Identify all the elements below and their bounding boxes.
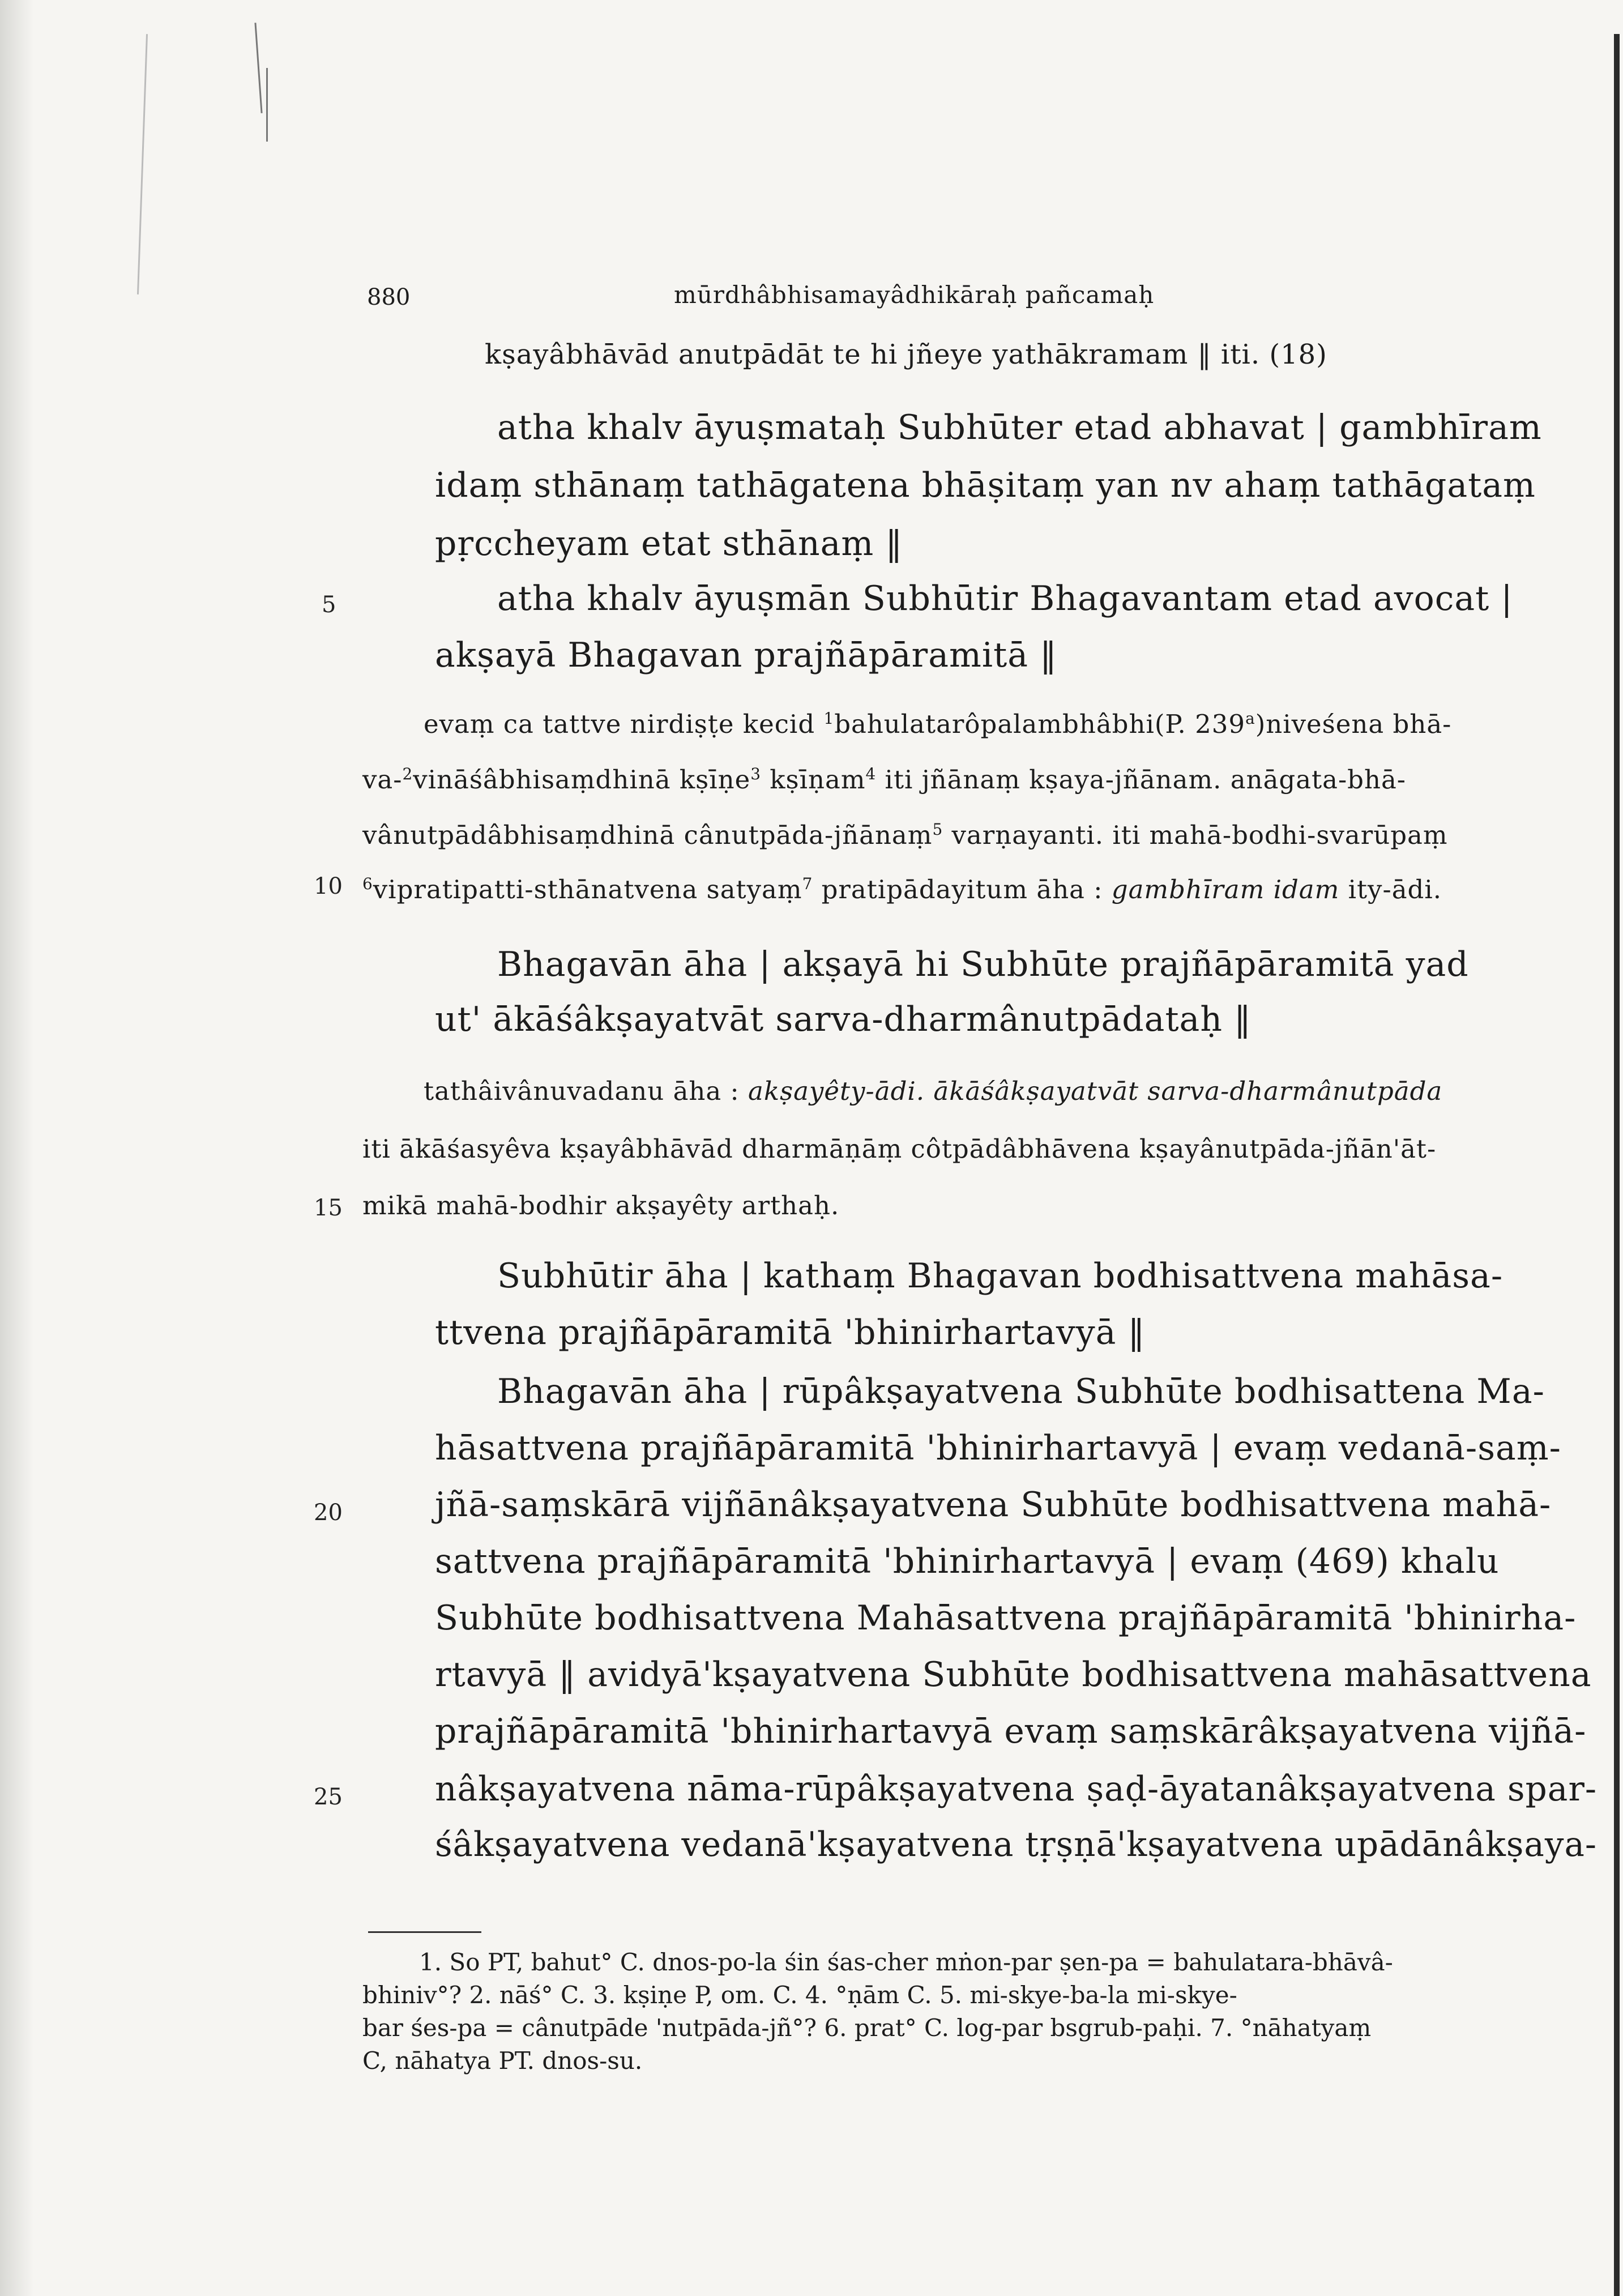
commentary-line	[362, 820, 1448, 850]
scan-streak	[137, 34, 148, 295]
main-text-line: Bhagavān āha | rūpâkṣayatvena Subhūte bodhisattena Ma-	[497, 1372, 1545, 1411]
scan-streak	[254, 23, 262, 113]
commentary-line	[362, 765, 1406, 795]
scan-left-shadow	[0, 0, 34, 2296]
commentary-text: kṣīṇam	[761, 765, 866, 795]
footnote-line: C, nāhatya PT. dnos-su.	[362, 2047, 643, 2075]
verse-end-line: kṣayâbhāvād anutpādāt te hi jñeye yathākramam ‖ iti. (18)	[485, 339, 1327, 370]
commentary-line	[424, 709, 1451, 739]
main-text-line: sattvena prajñāpāramitā 'bhinirhartavyā | evaṃ (469) khalu	[435, 1542, 1500, 1581]
footnote-line: 1. So PT, bahut° C. dnos-po-la śin śas-cher mṅon-par ṣen-pa = bahulatara-bhāvâ-	[419, 1948, 1393, 1976]
main-text-line: akṣayā Bhagavan prajñāpāramitā ‖	[435, 635, 1058, 675]
commentary-text: vânutpādâbhisaṃdhinā cânutpāda-jñānaṃ	[362, 820, 933, 850]
main-text-line: rtavyā ‖ avidyā'kṣayatvena Subhūte bodhisattvena mahāsattvena	[435, 1655, 1592, 1695]
line-number: 5	[322, 592, 336, 618]
commentary-line	[362, 874, 1442, 904]
main-text-line: Subhūte bodhisattvena Mahāsattvena prajñāpāramitā 'bhinirha-	[435, 1598, 1577, 1638]
footnote-ref: 7	[802, 874, 813, 893]
line-number: 15	[314, 1195, 343, 1221]
footnote-line: bar śes-pa = cânutpāde 'nutpāda-jñ°? 6. prat° C. log-par bsgrub-paḥi. 7. °nāhatyaṃ	[362, 2014, 1372, 2042]
main-text-line: hāsattvena prajñāpāramitā 'bhinirhartavyā | evaṃ vedanā-saṃ-	[435, 1428, 1561, 1468]
commentary-line	[424, 1076, 1442, 1106]
main-text-line: śâkṣayatvena vedanā'kṣayatvena tṛṣṇā'kṣayatvena upādānâkṣaya-	[435, 1825, 1598, 1864]
commentary-text: va-	[362, 765, 403, 795]
line-number: 20	[314, 1500, 343, 1526]
footnote-ref: 1	[823, 709, 835, 728]
main-text-line: Bhagavān āha | akṣayā hi Subhūte prajñāpāramitā yad	[497, 945, 1469, 984]
main-text-line: ut' ākāśâkṣayatvāt sarva-dharmânutpādataḥ ‖	[435, 1000, 1252, 1039]
footnote-ref: 4	[865, 765, 877, 783]
page-number: 880	[367, 284, 411, 310]
commentary-text: iti jñānaṃ kṣaya-jñānam. anāgata-bhā-	[876, 765, 1406, 795]
footnote-ref: a	[1245, 709, 1255, 728]
commentary-text: pratipādayitum āha :	[813, 874, 1112, 904]
commentary-text: evaṃ ca tattve nirdiṣṭe kecid	[424, 709, 824, 739]
footnote-ref: 2	[402, 765, 413, 783]
line-number: 25	[314, 1784, 343, 1810]
running-title: mūrdhâbhisamayâdhikāraḥ pañcamaḥ	[674, 281, 1155, 309]
commentary-text: bahulatarôpalambhâbhi(P. 239	[834, 709, 1246, 739]
commentary-text: )niveśena bhā-	[1255, 709, 1452, 739]
scan-streak	[266, 68, 268, 142]
commentary-lemma: gambhīram idam	[1111, 874, 1340, 904]
commentary-text: vipratipatti-sthānatvena satyaṃ	[373, 874, 802, 904]
footnote-ref: 5	[932, 820, 943, 839]
main-text-line: idaṃ sthānaṃ tathāgatena bhāṣitaṃ yan nv ahaṃ tathāgataṃ	[435, 466, 1536, 505]
commentary-line: iti ākāśasyêva kṣayâbhāvād dharmāṇāṃ côtpādâbhāvena kṣayânutpāda-jñān'āt-	[362, 1134, 1437, 1164]
main-text-line: prajñāpāramitā 'bhinirhartavyā evaṃ saṃskārâkṣayatvena vijñā-	[435, 1712, 1587, 1751]
line-number: 10	[314, 873, 343, 899]
commentary-text: varṇayanti. iti mahā-bodhi-svarūpaṃ	[943, 820, 1448, 850]
scan-edge-rule	[1614, 34, 1620, 2296]
footnote-rule	[368, 1931, 481, 1933]
commentary-text: vināśâbhisaṃdhinā kṣīṇe	[413, 765, 751, 795]
footnote-ref: 3	[750, 765, 761, 783]
footnote-ref: 6	[362, 874, 373, 893]
commentary-lemma: ākāśâkṣayatvāt sarva-dharmânutpāda	[925, 1076, 1443, 1106]
commentary-text: tathâivânuvadanu āha :	[424, 1076, 748, 1106]
commentary-lemma: akṣayêty-ādi.	[748, 1076, 925, 1106]
main-text-line: atha khalv āyuṣmataḥ Subhūter etad abhavat | gambhīram	[497, 408, 1542, 447]
commentary-text: ity-ādi.	[1339, 874, 1442, 904]
main-text-line: Subhūtir āha | kathaṃ Bhagavan bodhisattvena mahāsa-	[497, 1256, 1504, 1296]
main-text-line: ttvena prajñāpāramitā 'bhinirhartavyā ‖	[435, 1313, 1146, 1352]
footnote-line: bhiniv°? 2. nāś° C. 3. kṣiṇe P, om. C. 4. °ṇām C. 5. mi-skye-ba-la mi-skye-	[362, 1981, 1237, 2009]
commentary-line: mikā mahā-bodhir akṣayêty arthaḥ.	[362, 1190, 840, 1220]
main-text-line: atha khalv āyuṣmān Subhūtir Bhagavantam etad avocat |	[497, 579, 1513, 618]
main-text-line: jñā-saṃskārā vijñānâkṣayatvena Subhūte bodhisattvena mahā-	[435, 1485, 1552, 1525]
main-text-line: nâkṣayatvena nāma-rūpâkṣayatvena ṣaḍ-āyatanâkṣayatvena spar-	[435, 1769, 1598, 1809]
main-text-line: pṛccheyam etat sthānaṃ ‖	[435, 524, 903, 564]
